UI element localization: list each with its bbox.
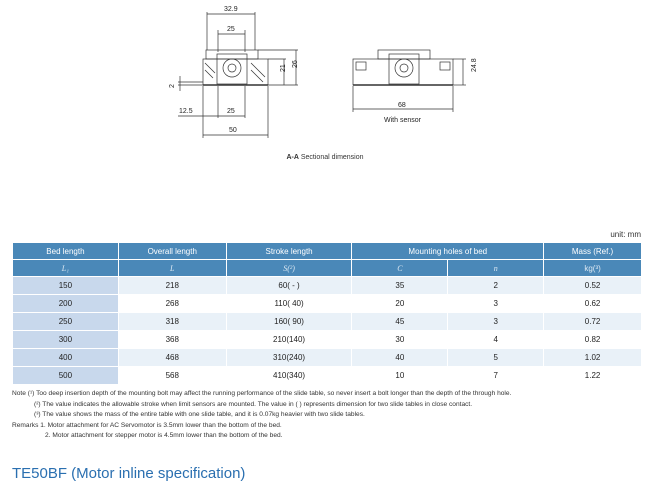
- unit-label: unit: mm: [610, 230, 641, 239]
- cell-overall: 268: [118, 295, 226, 313]
- cell-overall: 368: [118, 331, 226, 349]
- cell-c: 45: [352, 313, 448, 331]
- dim-25-top: 25: [227, 26, 235, 33]
- note-1: [12, 389, 642, 400]
- dim-24-8: 24.8: [471, 58, 478, 72]
- table-row: [13, 331, 642, 349]
- table-row: [13, 277, 642, 295]
- cell-c: 40: [352, 349, 448, 367]
- dim-50: 50: [229, 127, 237, 134]
- dim-26: 26: [292, 60, 299, 68]
- symbol-c: C: [352, 260, 448, 277]
- cell-bed: 300: [13, 331, 119, 349]
- header-stroke-length: Stroke length: [226, 243, 352, 260]
- cell-stroke: 410(340): [226, 367, 352, 385]
- cell-bed: 250: [13, 313, 119, 331]
- cell-overall: 218: [118, 277, 226, 295]
- cell-mass: 0.62: [544, 295, 642, 313]
- cell-c: 35: [352, 277, 448, 295]
- cell-overall: 468: [118, 349, 226, 367]
- section-caption: [0, 154, 650, 161]
- dim-68: 68: [398, 102, 406, 109]
- dim-2: 2: [169, 84, 176, 88]
- with-sensor-label: With sensor: [384, 117, 421, 124]
- cell-mass: 0.52: [544, 277, 642, 295]
- cell-n: 3: [448, 313, 544, 331]
- header-mounting-holes: Mounting holes of bed: [352, 243, 544, 260]
- cell-c: 10: [352, 367, 448, 385]
- cell-stroke: 60( - ): [226, 277, 352, 295]
- cell-mass: 1.22: [544, 367, 642, 385]
- caption-prefix: A-A: [286, 154, 299, 161]
- cell-c: 30: [352, 331, 448, 349]
- cell-n: 3: [448, 295, 544, 313]
- table-row: [13, 295, 642, 313]
- dim-12-5: 12.5: [179, 108, 193, 115]
- cell-n: 2: [448, 277, 544, 295]
- remark-2: 2. Motor attachment for stepper motor is 4.5mm lower than the bottom of the bed.: [45, 432, 283, 439]
- cell-n: 7: [448, 367, 544, 385]
- note-1-text: (¹) Too deep insertion depth of the mounting bolt may affect the running performance of the slide table, so never insert a bolt longer than the depth of the through hole.: [27, 390, 512, 397]
- cell-stroke: 160( 90): [226, 313, 352, 331]
- cell-n: 4: [448, 331, 544, 349]
- note-label: Note: [12, 390, 26, 397]
- header-mass: Mass (Ref.): [544, 243, 642, 260]
- table-row: [13, 367, 642, 385]
- cell-bed: 500: [13, 367, 119, 385]
- notes-section: [12, 389, 642, 442]
- cell-bed: 150: [13, 277, 119, 295]
- cell-mass: 0.82: [544, 331, 642, 349]
- remarks-label: Remarks: [12, 421, 39, 429]
- header-row: [13, 243, 642, 260]
- caption-text: Sectional dimension: [300, 154, 364, 161]
- cell-stroke: 310(240): [226, 349, 352, 367]
- symbol-kg: kg(³): [544, 260, 642, 277]
- symbol-s: S(²): [226, 260, 352, 277]
- cell-overall: 318: [118, 313, 226, 331]
- header-bed-length: Bed length: [13, 243, 119, 260]
- symbol-n: n: [448, 260, 544, 277]
- cell-n: 5: [448, 349, 544, 367]
- header-overall-length: Overall length: [118, 243, 226, 260]
- cell-stroke: 110( 40): [226, 295, 352, 313]
- section-heading: TE50BF (Motor inline specification): [12, 465, 246, 482]
- symbol-l: L: [118, 260, 226, 277]
- cell-mass: 0.72: [544, 313, 642, 331]
- symbol-row: [13, 260, 642, 277]
- table-row: [13, 313, 642, 331]
- dim-32-9: 32.9: [224, 6, 238, 13]
- spec-table: [12, 242, 642, 385]
- remark-1: [12, 421, 642, 432]
- cell-overall: 568: [118, 367, 226, 385]
- dim-25-bottom: 25: [227, 108, 235, 115]
- cell-mass: 1.02: [544, 349, 642, 367]
- table-row: [13, 349, 642, 367]
- cell-c: 20: [352, 295, 448, 313]
- technical-drawing: [0, 0, 650, 225]
- symbol-l1: L₁: [13, 260, 119, 277]
- note-2: (²) The value indicates the allowable stroke when limit sensors are mounted. The value in ( ) represents dimension for two slide tables in close contact.: [34, 400, 473, 408]
- remark-1-text: 1. Motor attachment for AC Servomotor is 3.5mm lower than the bottom of the bed.: [40, 421, 282, 429]
- cell-bed: 400: [13, 349, 119, 367]
- dim-21: 21: [280, 64, 287, 72]
- cell-bed: 200: [13, 295, 119, 313]
- cell-stroke: 210(140): [226, 331, 352, 349]
- note-3: (³) The value shows the mass of the entire table with one slide table, and it is 0.07kg heavier with two slide tables.: [34, 411, 365, 418]
